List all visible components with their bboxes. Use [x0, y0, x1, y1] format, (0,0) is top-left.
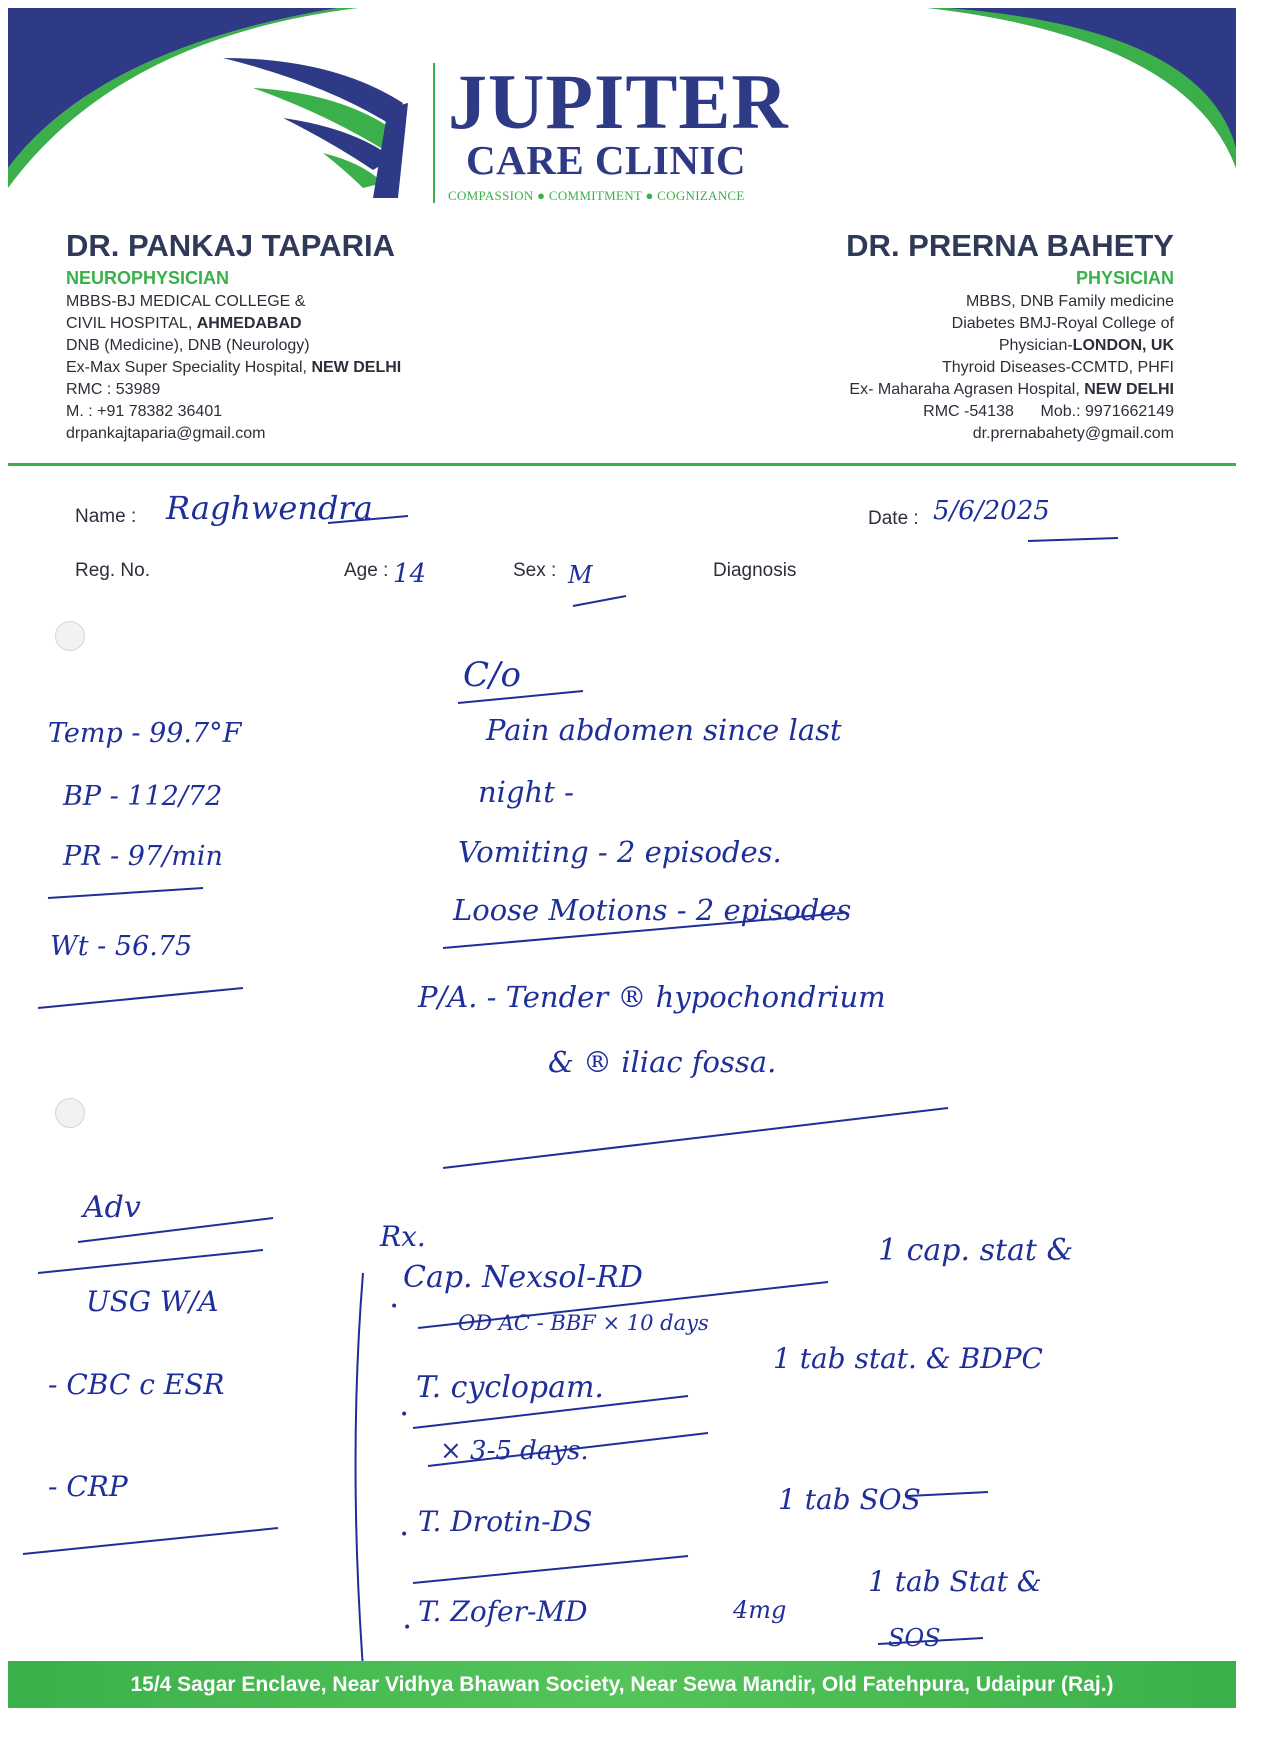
doctor-left-email: drpankajtaparia@gmail.com	[66, 425, 266, 442]
doctor-right-name: DR. PRERNA BAHETY	[846, 228, 1174, 263]
doctor-left-rmc: RMC : 53989	[66, 381, 161, 398]
doctor-right-qual-3a: Physician-	[998, 337, 1073, 354]
age-value: 14	[393, 559, 427, 589]
rx-bullet: •	[400, 1407, 409, 1423]
rx-med-3-dose: 1 tab SOS	[778, 1483, 921, 1516]
clinic-tagline: COMPASSION ● COMMITMENT ● COGNIZANCE	[448, 188, 745, 203]
doctor-left-mobile: M. : +91 78382 36401	[66, 403, 223, 420]
rx-header: Rx.	[380, 1220, 426, 1253]
vital-pr: PR - 97/min	[63, 841, 223, 872]
brand-divider	[433, 63, 435, 203]
doctor-right-qual-5a: Ex- Maharaha Agrasen Hospital,	[849, 381, 1085, 398]
complaint-line-2: night -	[478, 775, 574, 809]
date-value: 5/6/2025	[933, 496, 1050, 526]
doctor-right-qual-3b: LONDON, UK	[1072, 337, 1174, 354]
vital-bp: BP - 112/72	[63, 781, 223, 812]
doctor-right-block	[846, 230, 1174, 445]
doctor-left-qual-4	[66, 357, 401, 379]
wing-logo-icon	[213, 48, 433, 208]
rx-med-4: T. Zofer-MD	[418, 1595, 588, 1628]
exam-line-1: P/A. - Tender ® hypochondrium	[418, 980, 886, 1014]
doctor-right-qual-3	[846, 335, 1174, 357]
rx-med-2-dose: 1 tab stat. & BDPC	[773, 1342, 1043, 1375]
vital-weight: Wt - 56.75	[50, 931, 193, 962]
advice-item-usg: USG W/A	[86, 1285, 219, 1318]
doctor-right-qual-1: MBBS, DNB Family medicine	[965, 293, 1174, 310]
header-divider	[8, 463, 1236, 466]
doctor-left-qual-2a: CIVIL HOSPITAL,	[66, 315, 197, 332]
rx-med-2-sub: × 3-5 days.	[440, 1436, 589, 1466]
rx-med-3: T. Drotin-DS	[418, 1505, 593, 1538]
name-value: Raghwendra	[166, 489, 373, 527]
clinic-address-footer: 15/4 Sagar Enclave, Near Vidhya Bhawan Society, Near Sewa Mandir, Old Fatehpura, Udaipur (Raj.)	[8, 1661, 1236, 1708]
vital-temp: Temp - 99.7°F	[48, 718, 242, 749]
rx-med-1: Cap. Nexsol-RD	[403, 1260, 643, 1295]
complaint-line-1: Pain abdomen since last	[486, 713, 842, 747]
age-label: Age :	[344, 560, 389, 581]
date-label: Date :	[868, 508, 919, 529]
punch-hole	[55, 621, 85, 651]
name-label: Name :	[75, 506, 137, 527]
doctor-left-qual-4a: Ex-Max Super Speciality Hospital,	[66, 359, 312, 376]
clinic-name: JUPITER	[448, 58, 789, 145]
doctor-left-qual-2	[66, 313, 401, 335]
rx-bullet: •	[400, 1527, 409, 1543]
doctor-right-specialty: PHYSICIAN	[1075, 268, 1174, 288]
rx-med-1-dose: 1 cap. stat &	[878, 1233, 1074, 1268]
diagnosis-label: Diagnosis	[713, 560, 797, 581]
rx-bullet: •	[390, 1299, 399, 1315]
advice-header: Adv	[83, 1190, 141, 1225]
clinic-subname: CARE CLINIC	[466, 137, 747, 183]
advice-item-crp: - CRP	[48, 1470, 128, 1503]
doctor-right-qual-5b: NEW DELHI	[1084, 381, 1174, 398]
rx-med-1-sub: OD AC - BBF × 10 days	[458, 1311, 709, 1335]
punch-hole	[55, 1098, 85, 1128]
doctor-left-name: DR. PANKAJ TAPARIA	[66, 228, 395, 263]
doctor-left-specialty: NEUROPHYSICIAN	[66, 268, 230, 288]
doctor-right-qual-2: Diabetes BMJ-Royal College of	[951, 315, 1174, 332]
complaints-header: C/o	[463, 655, 521, 695]
doctor-left-qual-2b: AHMEDABAD	[196, 315, 302, 332]
complaint-line-3: Vomiting - 2 episodes.	[458, 835, 782, 869]
rx-med-2: T. cyclopam.	[416, 1370, 604, 1405]
doctor-right-qual-4: Thyroid Diseases-CCMTD, PHFI	[941, 359, 1174, 376]
doctor-left-block	[66, 230, 401, 445]
doctor-right-email: dr.prernabahety@gmail.com	[972, 425, 1174, 442]
rx-med-4-sub: SOS	[888, 1624, 941, 1652]
exam-line-2: & ® iliac fossa.	[548, 1045, 777, 1079]
prescription-sheet	[8, 8, 1236, 1708]
sex-value: M	[568, 561, 593, 589]
doctor-right-qual-5	[846, 379, 1174, 401]
complaint-line-4: Loose Motions - 2 episodes	[453, 893, 852, 927]
advice-item-cbc: - CBC c ESR	[48, 1368, 225, 1401]
doctor-right-contact: RMC -54138 Mob.: 9971662149	[923, 403, 1174, 420]
rx-bullet: •	[403, 1620, 412, 1636]
doctor-left-qual-1: MBBS-BJ MEDICAL COLLEGE &	[66, 293, 306, 310]
sex-label: Sex :	[513, 560, 557, 581]
rx-med-4-strength: 4mg	[733, 1596, 787, 1624]
rx-med-4-dose: 1 tab Stat &	[868, 1565, 1042, 1598]
doctor-left-qual-3: DNB (Medicine), DNB (Neurology)	[66, 337, 310, 354]
doctor-left-qual-4b: NEW DELHI	[311, 359, 402, 376]
reg-no-label: Reg. No.	[75, 560, 150, 581]
